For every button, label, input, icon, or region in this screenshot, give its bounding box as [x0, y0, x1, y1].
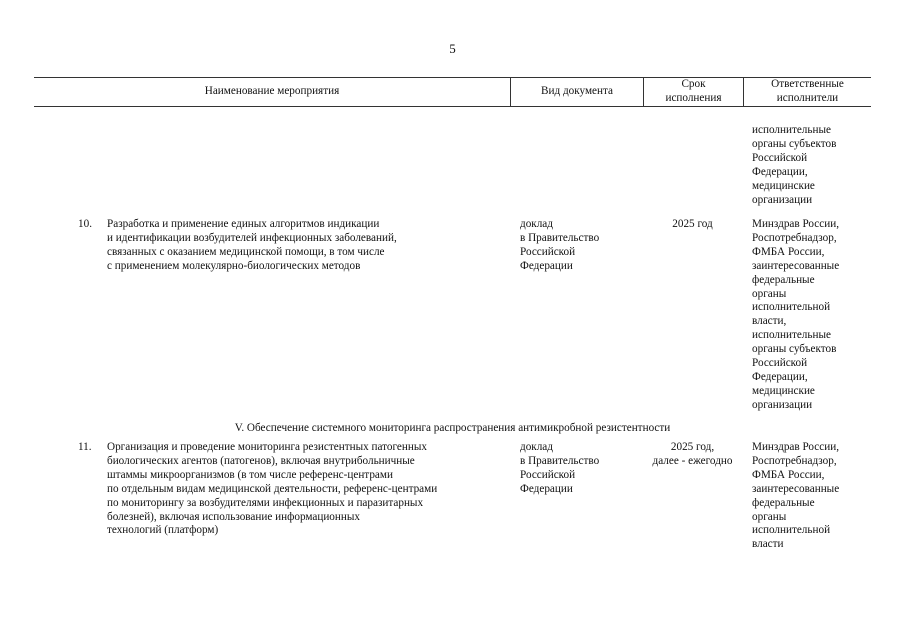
- header-name-label: Наименование мероприятия: [204, 84, 340, 97]
- section-title: V. Обеспечение системного мониторинга распространения антимикробной резистентности: [234, 422, 671, 434]
- page-number: 5: [449, 41, 456, 56]
- header-name: [34, 77, 510, 106]
- header-responsible: [744, 77, 871, 106]
- header-doc: [511, 77, 643, 106]
- header-term: [644, 77, 743, 106]
- row-responsible: Минздрав России, Роспотребнадзор, ФМБА России, заинтересованные федеральные органы исполнительной власти: [752, 441, 840, 551]
- header-term-label: Срок исполнения: [665, 78, 722, 104]
- header-bottom-rule: [34, 106, 871, 107]
- header-responsible-label: Ответственные исполнители: [771, 78, 844, 104]
- row-number: 10.: [78, 218, 92, 230]
- row-term: 2025 год, далее - ежегодно: [652, 441, 733, 467]
- row-responsible: Минздрав России, Роспотребнадзор, ФМБА России, заинтересованные федеральные органы исполнительной власти, исполнительные органы субъектов Российской Федерации, медицинские организации: [752, 218, 840, 411]
- row-doc: доклад в Правительство Российской Федерации: [520, 441, 600, 495]
- row-number: 11.: [78, 441, 92, 453]
- row-term: 2025 год: [672, 218, 713, 230]
- row-doc: доклад в Правительство Российской Федерации: [520, 218, 600, 272]
- row-name: Организация и проведение мониторинга резистентных патогенных биологических агентов (патогенов), включая внутрибольничные штаммы микроорганизмов (в том числе референс-центрами по отдельным видам медицинской деятельности, референс-центрами по мониторингу за возбудителями инфекционных и паразитарных болезней), включая использование информационных технологий (платформ): [107, 441, 438, 537]
- row-name: Разработка и применение единых алгоритмов индикации и идентификации возбудителей инфекционных заболеваний, связанных с оказанием медицинской помощи, в том числе с применением молекулярно-биологических методов: [107, 218, 397, 272]
- header-doc-label: Вид документа: [541, 84, 613, 97]
- continuation-responsible: исполнительные органы субъектов Российской Федерации, медицинские организации: [752, 124, 837, 206]
